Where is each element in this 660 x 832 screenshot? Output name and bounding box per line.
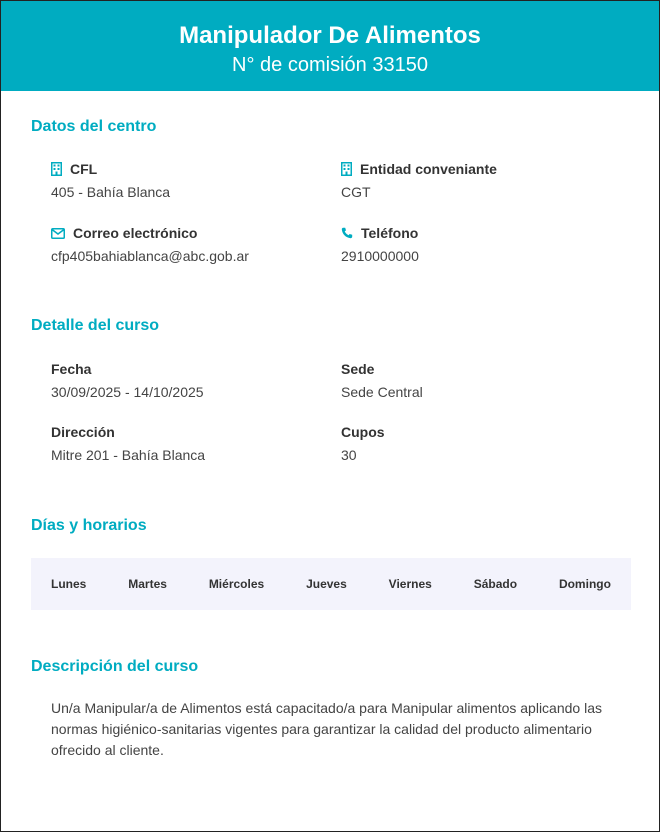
cfl-label: CFL — [70, 161, 98, 177]
page-header — [1, 1, 659, 91]
telefono-label: Teléfono — [361, 225, 419, 241]
field-telefono — [341, 225, 419, 264]
day-monday: Lunes — [51, 577, 87, 591]
field-cupos — [341, 424, 385, 463]
field-sede — [341, 361, 423, 400]
day-saturday: Sábado — [473, 577, 518, 591]
day-friday: Viernes — [388, 577, 432, 591]
section-title-centro: Datos del centro — [31, 118, 157, 135]
cupos-label: Cupos — [341, 424, 385, 440]
section-title-horarios: Días y horarios — [31, 517, 147, 534]
building-icon — [51, 162, 62, 176]
commission-number: N° de comisión 33150 — [232, 54, 428, 76]
building-icon — [341, 162, 352, 176]
section-title-curso: Detalle del curso — [31, 317, 160, 334]
phone-icon — [341, 227, 353, 239]
field-fecha — [51, 361, 204, 400]
course-title: Manipulador De Alimentos — [179, 22, 481, 49]
envelope-icon — [51, 228, 65, 239]
telefono-value: 2910000000 — [341, 248, 419, 264]
day-thursday: Jueves — [306, 577, 347, 591]
direccion-label: Dirección — [51, 424, 115, 440]
field-direccion — [51, 424, 205, 463]
field-correo — [51, 225, 249, 264]
section-title-descripcion: Descripción del curso — [31, 658, 199, 675]
day-tuesday: Martes — [128, 577, 167, 591]
day-wednesday: Miércoles — [208, 577, 265, 591]
sede-label: Sede — [341, 361, 375, 377]
field-cfl — [51, 161, 170, 200]
correo-label: Correo electrónico — [73, 225, 198, 241]
fecha-label: Fecha — [51, 361, 92, 377]
sede-value: Sede Central — [341, 384, 423, 400]
cfl-value: 405 - Bahía Blanca — [51, 184, 171, 200]
entidad-label: Entidad conveniante — [360, 161, 497, 177]
direccion-value: Mitre 201 - Bahía Blanca — [51, 447, 206, 463]
course-description: Un/a Manipular/a de Alimentos está capacitado/a para Manipular alimentos aplicando las normas higiénico-sanitarias vigentes para garantizar la calidad del producto alimentario ofrecido al cliente. — [51, 700, 602, 758]
entidad-value: CGT — [341, 184, 371, 200]
correo-value: cfp405bahiablanca@abc.gob.ar — [51, 248, 249, 264]
day-sunday: Domingo — [558, 577, 611, 591]
cupos-value: 30 — [341, 447, 357, 463]
days-table-header — [31, 558, 631, 610]
fecha-value: 30/09/2025 - 14/10/2025 — [51, 384, 204, 400]
field-entidad — [341, 161, 497, 200]
